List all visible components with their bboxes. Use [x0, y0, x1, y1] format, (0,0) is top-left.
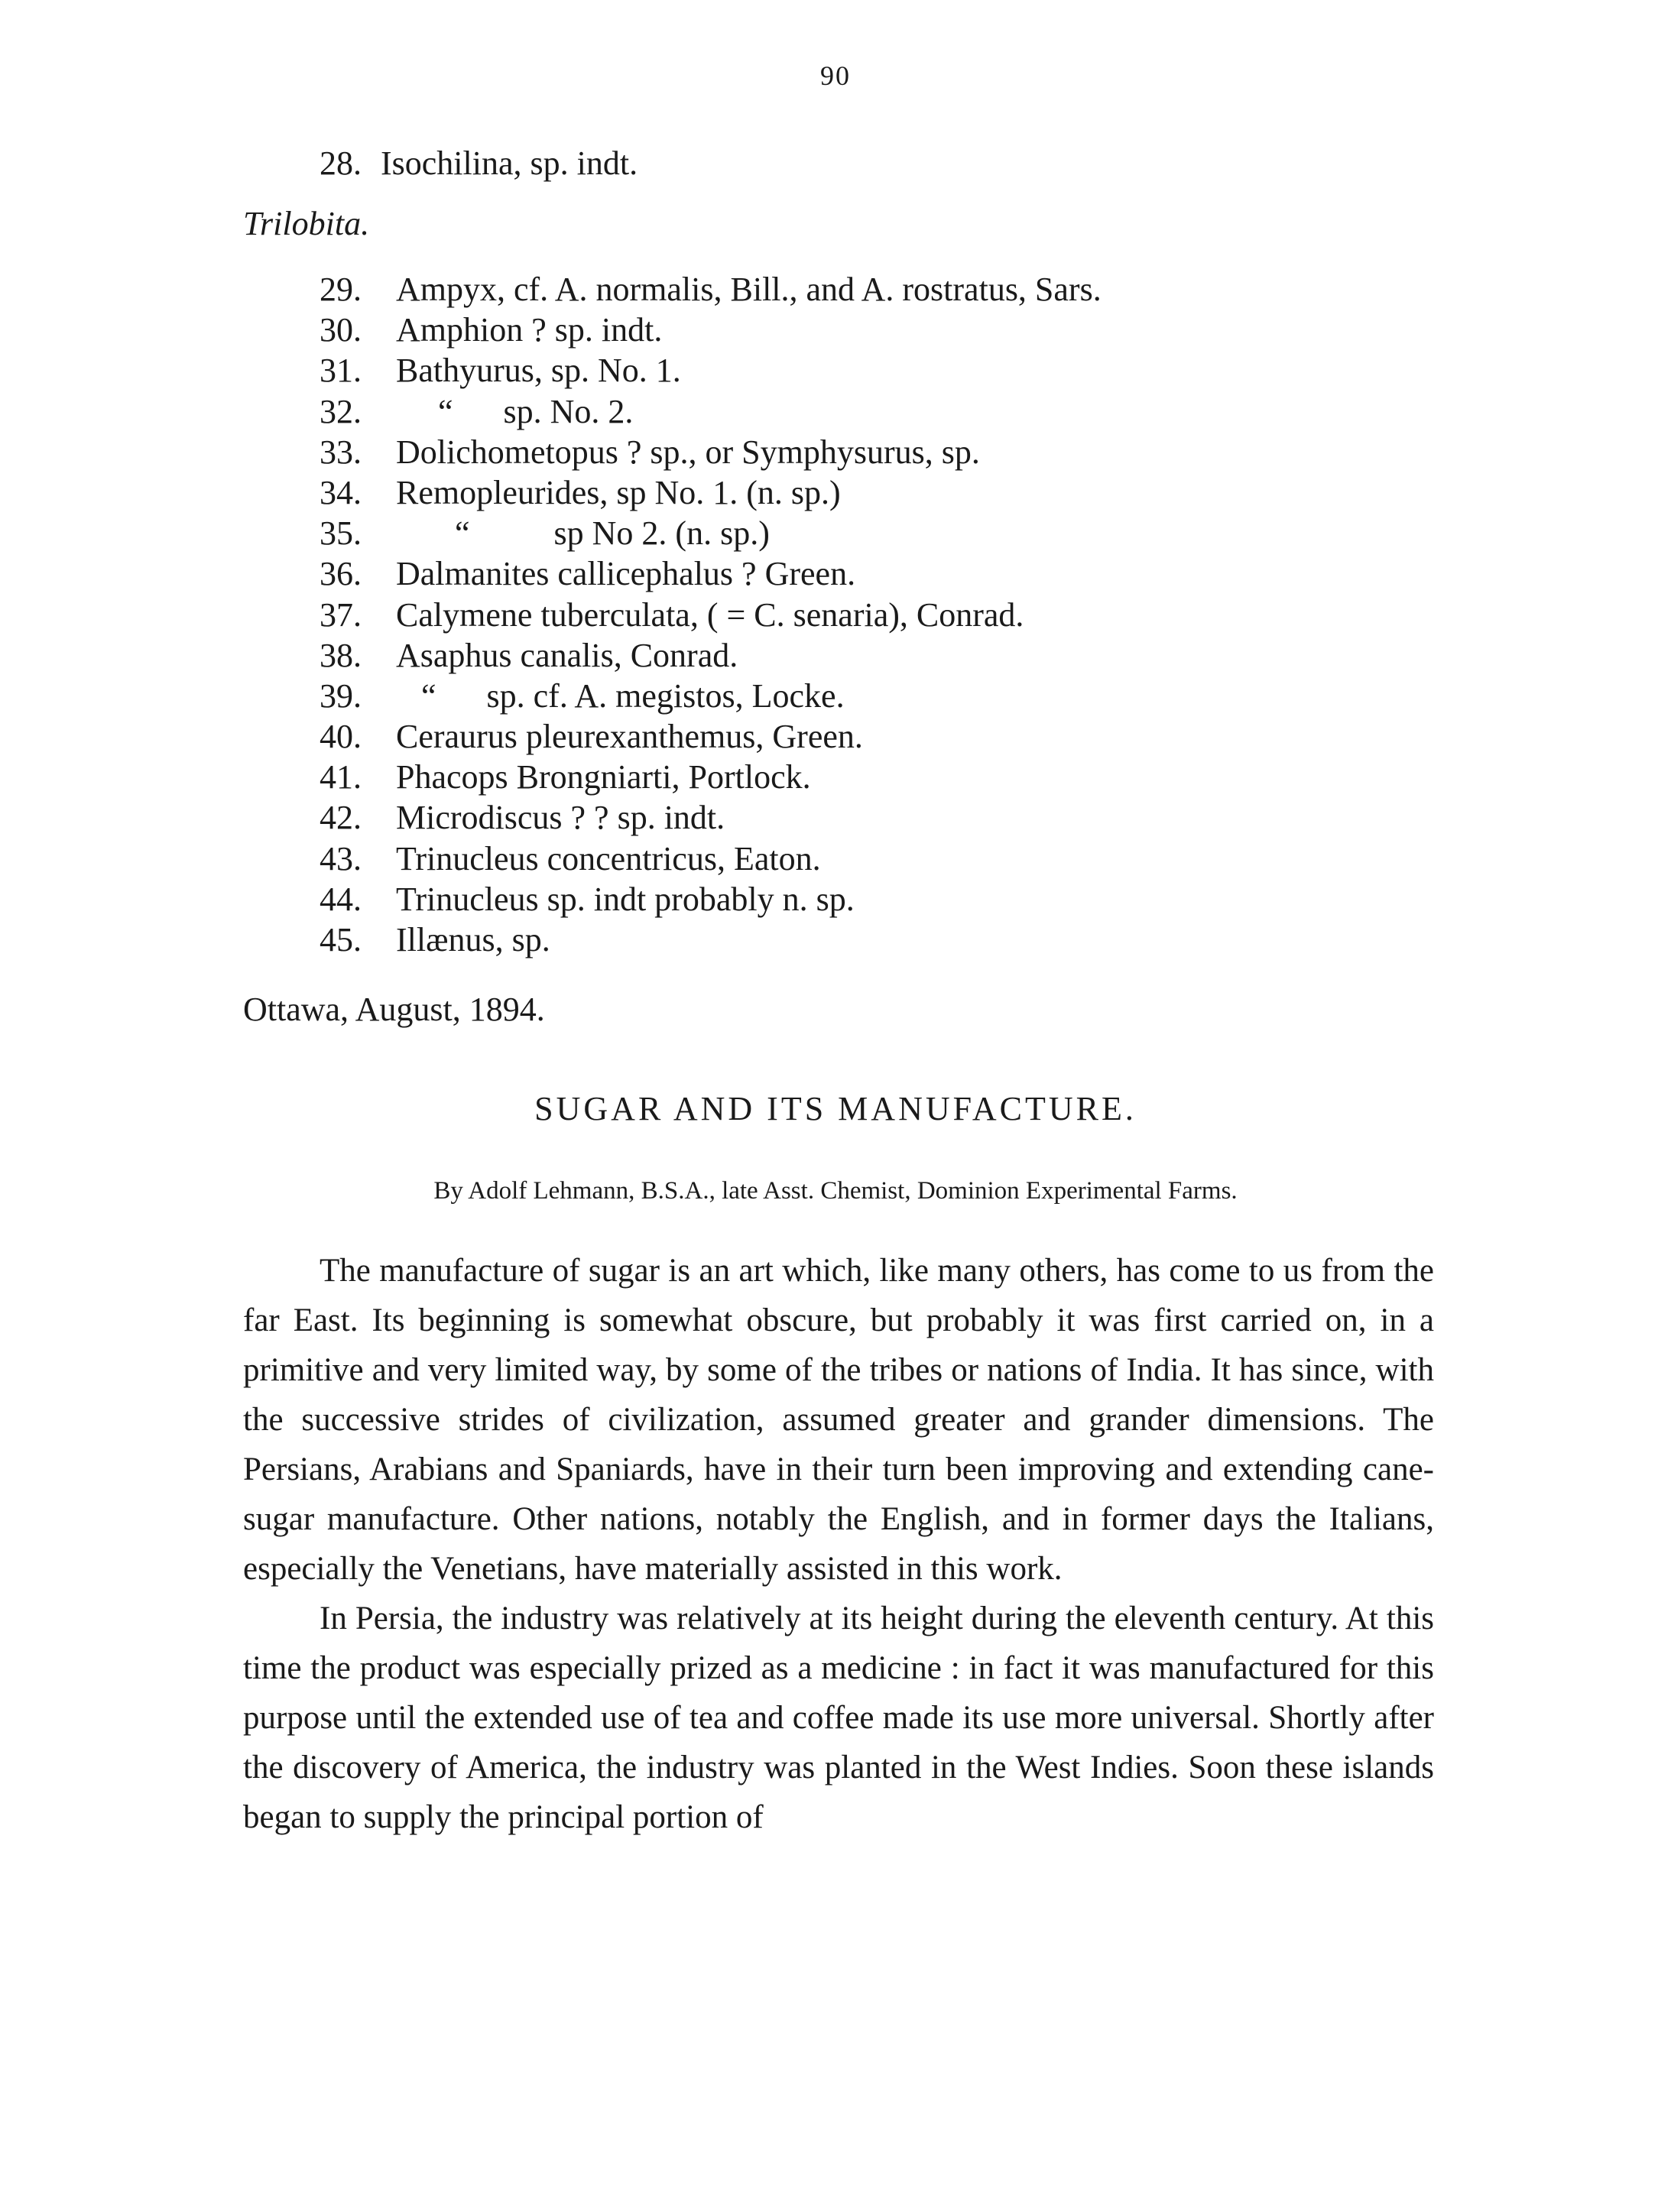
list-item-name: Dolichometopus ? sp., or Symphysurus, sp.: [396, 433, 980, 471]
list-item: [320, 920, 1102, 960]
list-item-number: 41.: [320, 758, 362, 796]
list-item: [320, 513, 1102, 553]
list-item: [320, 350, 1102, 391]
page-number: 90: [820, 60, 851, 91]
list-item-name: “ sp. cf. A. megistos, Locke.: [396, 676, 845, 715]
article-title: SUGAR AND ITS MANUFACTURE.: [534, 1090, 1137, 1127]
list-item-name: Microdiscus ? ? sp. indt.: [396, 799, 725, 837]
dateline: Ottawa, August, 1894.: [243, 991, 545, 1028]
list-item-name: Phacops Brongniarti, Portlock.: [396, 758, 811, 796]
list-item: [320, 716, 1102, 757]
list-item: [320, 797, 1102, 838]
list-item-name: Ceraurus pleurexanthemus, Green.: [396, 718, 863, 756]
list-item-number: 44.: [320, 880, 362, 918]
article-body: [243, 1246, 1434, 1842]
list-item-name: Trinucleus concentricus, Eaton.: [396, 839, 821, 877]
list-item: [320, 838, 1102, 879]
list-item-name: Remopleurides, sp No. 1. (n. sp.): [396, 473, 841, 511]
list-item-number: 36.: [320, 555, 362, 593]
list-item-number: 43.: [320, 839, 362, 877]
list-item-number: 33.: [320, 433, 362, 471]
list-item: [320, 391, 1102, 432]
paragraph: The manufacture of sugar is an art which, like many others, has come to us from the far East. Its beginning is somewhat obscure, but probably it was first carried on, in a primitive and very limited way, by some of the tribes or nations of India. It has since, with the successive strides of civilization, assumed greater and grander dimensions. The Persians, Arabians and Spaniards, have in their turn been improving and extending cane-sugar manufacture. Other nations, notably the English, and in former days the Italians, especially the Venetians, have materially assisted in this work.: [243, 1253, 1434, 1587]
list-item: [320, 676, 1102, 716]
list-item-number: 39.: [320, 676, 362, 715]
list-item-number: 31.: [320, 352, 362, 390]
list-item-number: 30.: [320, 311, 362, 349]
list-item-number: 34.: [320, 473, 362, 511]
list-item-number: 40.: [320, 718, 362, 756]
list-item-name: “ sp No 2. (n. sp.): [396, 514, 770, 553]
list-item: [320, 879, 1102, 920]
list-item-name: Calymene tuberculata, ( = C. senaria), Conrad.: [396, 595, 1024, 634]
list-item-name: Bathyurus, sp. No. 1.: [396, 352, 681, 390]
list-item-name: Ampyx, cf. A. normalis, Bill., and A. rostratus, Sars.: [396, 271, 1102, 308]
list-item-name: Trinucleus sp. indt probably n. sp.: [396, 880, 855, 918]
list-item-number: 35.: [320, 514, 362, 553]
list-item: [320, 269, 1102, 310]
list-item: [320, 472, 1102, 513]
list-item: [320, 553, 1102, 594]
list-item-number: 45.: [320, 921, 362, 958]
list-item: [320, 635, 1102, 676]
list-item-number: 28.: [320, 144, 362, 182]
list-item-name: Amphion ? sp. indt.: [396, 311, 663, 349]
list-item-number: 32.: [320, 392, 362, 430]
list-item-number: 37.: [320, 595, 362, 634]
list-item-name: Isochilina, sp. indt.: [381, 144, 638, 182]
list-item: [320, 757, 1102, 797]
species-list: [320, 269, 1102, 960]
section-heading-trilobita: Trilobita.: [243, 205, 370, 242]
list-item: [320, 310, 1102, 350]
list-item-name: “ sp. No. 2.: [396, 392, 634, 430]
list-item-number: 29.: [320, 271, 362, 308]
list-item: [320, 595, 1102, 635]
list-item-name: Dalmanites callicephalus ? Green.: [396, 555, 856, 593]
list-item-name: Asaphus canalis, Conrad.: [396, 636, 738, 674]
list-item: [320, 140, 638, 187]
paragraph: In Persia, the industry was relatively at its height during the eleventh century. At this time the product was especially prized as a medicine : in fact it was manufactured for this purpose until the extended use of tea and coffee made its use more universal. Shortly after the discovery of America, the industry was planted in the West Indies. Soon these islands began to supply the principal portion of: [243, 1601, 1434, 1835]
list-item-name: Illænus, sp.: [396, 921, 550, 958]
article-byline: By Adolf Lehmann, B.S.A., late Asst. Chemist, Dominion Experimental Farms.: [433, 1177, 1238, 1205]
list-item: [320, 432, 1102, 472]
list-item-number: 42.: [320, 799, 362, 837]
list-item-number: 38.: [320, 636, 362, 674]
